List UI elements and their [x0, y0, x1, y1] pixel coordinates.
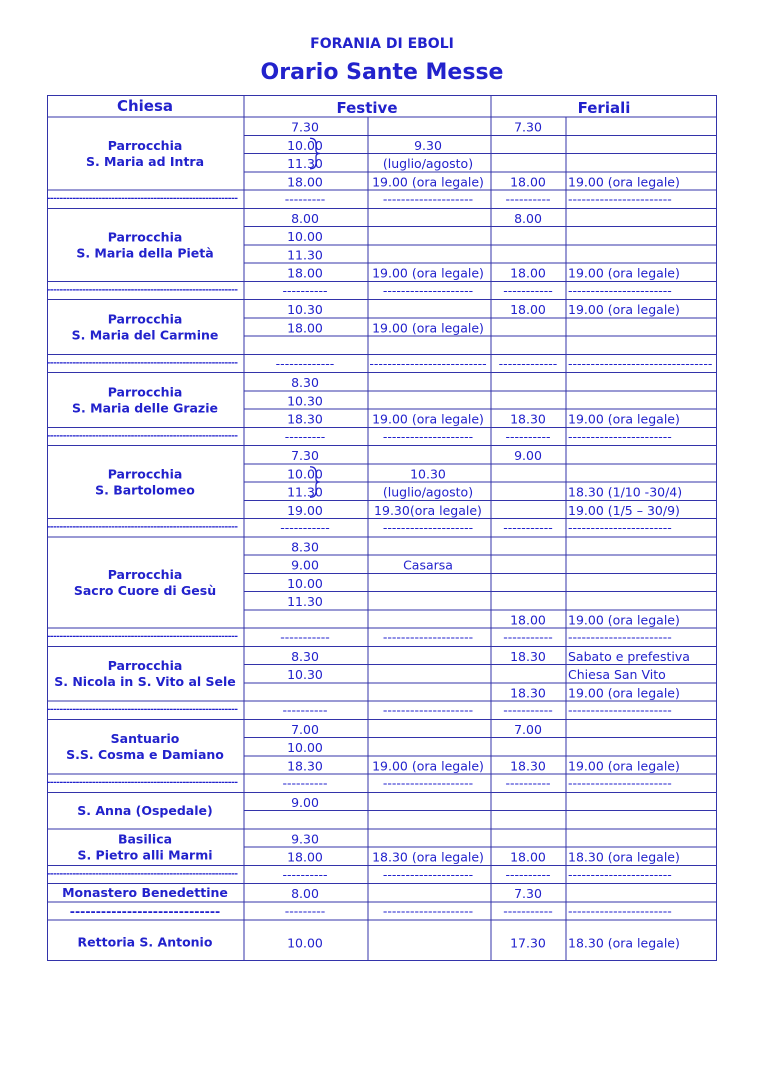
header-chiesa: Chiesa [116, 97, 174, 115]
mass-time: 18.00 [287, 265, 323, 281]
separator-dashes: ----------------------- [568, 282, 672, 298]
header-festive: Festive [336, 99, 398, 117]
separator-dashes: ----------- [503, 702, 553, 718]
mass-time: 18.00 [510, 849, 546, 865]
separator-dashes: ----------------------------------------------------------- [47, 358, 238, 369]
separator-dashes: -------------------- [382, 629, 474, 645]
separator-dashes: ----------- [503, 520, 553, 536]
separator-dashes: --------- [284, 428, 326, 444]
mass-schedule-table [47, 95, 717, 961]
mass-time: 10.00 [287, 740, 323, 756]
mass-time: 19.00 (ora legale) [568, 265, 680, 281]
separator-dashes: ----------------------- [568, 428, 672, 444]
separator-dashes: -------------------- [382, 428, 474, 444]
church-name: Rettoria S. Antonio [77, 934, 213, 950]
mass-time: 18.00 [510, 302, 546, 318]
church-name: S. Maria del Carmine [71, 327, 219, 343]
mass-time: 19.30(ora legale) [374, 502, 482, 518]
church-name: Monastero Benedettine [62, 885, 228, 901]
mass-time: 18.30 (ora legale) [568, 849, 680, 865]
separator-dashes: ------------- [275, 355, 335, 371]
mass-time: 17.30 [510, 935, 546, 951]
mass-time: 7.00 [514, 721, 542, 737]
mass-time: 18.30 [510, 685, 546, 701]
mass-time: 19.00 (ora legale) [568, 758, 680, 774]
mass-time: 8.30 [291, 648, 319, 664]
separator-dashes: -------------------- [382, 520, 474, 536]
mass-time: 8.30 [291, 539, 319, 555]
document-subtitle: Orario Sante Messe [260, 60, 504, 85]
church-name: Parrocchia [107, 658, 183, 674]
mass-time: 18.30 (1/10 -30/4) [568, 484, 683, 500]
mass-time: 8.00 [291, 886, 319, 902]
mass-time: 7.30 [291, 448, 319, 464]
separator-dashes: ----------------------- [568, 866, 672, 882]
church-name: S. Anna (Ospedale) [77, 803, 213, 818]
separator-dashes: ---------- [505, 191, 551, 207]
mass-time: 19.00 (ora legale) [372, 411, 484, 427]
mass-time: 11.30 [287, 484, 323, 500]
separator-dashes: -------------------- [382, 282, 474, 298]
mass-time: 9.00 [291, 794, 319, 810]
separator-dashes: ----------------------- [568, 702, 672, 718]
church-name: Santuario [110, 731, 180, 747]
mass-time: 19.00 (ora legale) [568, 411, 680, 427]
mass-time: 18.00 [510, 265, 546, 281]
mass-time: 19.00 (ora legale) [568, 302, 680, 318]
separator-dashes: -------------------- [382, 903, 474, 919]
separator-dashes: -------------------- [382, 866, 474, 882]
church-name: Sacro Cuore di Gesù [73, 582, 217, 598]
mass-time: 19.00 (ora legale) [568, 685, 680, 701]
mass-time: 19.00 (ora legale) [568, 612, 680, 628]
separator-dashes: ----------------------------------------------------------- [47, 194, 238, 205]
mass-time: 10.30 [287, 393, 323, 409]
separator-dashes: ----------------------------------------------------------- [47, 705, 238, 716]
church-name: Parrocchia [107, 138, 183, 153]
mass-time: 11.30 [287, 594, 323, 610]
mass-time: 7.00 [291, 721, 319, 737]
church-name: S. Pietro alli Marmi [77, 847, 213, 863]
separator-dashes: ---------- [505, 428, 551, 444]
church-name: S. Nicola in S. Vito al Sele [54, 674, 236, 690]
separator-dashes: -------------------------- [369, 355, 487, 371]
mass-time: 11.30 [287, 247, 323, 263]
mass-time: 10.30 [287, 667, 323, 683]
mass-time: Sabato e prefestiva [568, 648, 690, 664]
seasonal-note: (luglio/agosto) [382, 484, 474, 500]
church-name: Basilica [117, 831, 173, 847]
church-name: Parrocchia [107, 229, 183, 245]
mass-time: 18.00 [287, 174, 323, 190]
church-name: S. Maria della Pietà [76, 245, 214, 261]
mass-time: 9.00 [291, 557, 319, 573]
mass-time: 19.00 (ora legale) [372, 758, 484, 774]
mass-time: 8.00 [291, 210, 319, 226]
separator-dashes: ----------------------------------------------------------- [47, 869, 238, 880]
mass-time: 18.30 (ora legale) [372, 849, 484, 865]
seasonal-note: (luglio/agosto) [382, 156, 474, 172]
separator-dashes: -------------------- [382, 775, 474, 791]
mass-time: 10.00 [287, 137, 323, 153]
separator-dashes: ----------- [503, 903, 553, 919]
church-name: S. Bartolomeo [95, 482, 195, 498]
mass-time: 8.30 [291, 375, 319, 391]
church-name: S.S. Cosma e Damiano [66, 747, 224, 763]
mass-time: 19.00 (ora legale) [372, 320, 484, 336]
mass-time: 11.30 [287, 156, 323, 172]
mass-time: 10.00 [287, 466, 323, 482]
mass-time: 10.00 [287, 229, 323, 245]
separator-dashes: ---------- [282, 866, 328, 882]
mass-time: 18.30 [510, 411, 546, 427]
separator-dashes: ----------------------------------------------------------- [47, 632, 238, 643]
separator-dashes: ----------------------------------------------------------- [47, 778, 238, 789]
separator-dashes: ----------------------- [568, 629, 672, 645]
mass-time: Casarsa [403, 557, 453, 573]
document-title: FORANIA DI EBOLI [310, 36, 454, 52]
mass-time: 19.00 (ora legale) [372, 174, 484, 190]
separator-dashes: --------- [284, 191, 326, 207]
mass-time: 8.00 [514, 210, 542, 226]
mass-time: 19.00 (1/5 – 30/9) [568, 502, 680, 518]
separator-dashes: ----------- [280, 629, 330, 645]
mass-time: 18.30 (ora legale) [568, 935, 680, 951]
church-name: Parrocchia [107, 466, 183, 482]
mass-time: 7.30 [514, 886, 542, 902]
church-name: Parrocchia [107, 566, 183, 582]
separator-dashes: ---------- [282, 702, 328, 718]
separator-dashes: ------------- [498, 355, 558, 371]
church-name: Parrocchia [107, 311, 183, 327]
mass-time: 18.00 [287, 320, 323, 336]
separator-dashes: ---------- [282, 282, 328, 298]
separator-dashes: -------------------- [382, 191, 474, 207]
header-feriali: Feriali [577, 99, 631, 117]
mass-time: 18.00 [287, 849, 323, 865]
separator-dashes: ----------- [503, 282, 553, 298]
church-name: Parrocchia [107, 384, 183, 400]
mass-time: 10.00 [287, 935, 323, 951]
mass-time: Chiesa San Vito [568, 667, 666, 683]
separator-dashes: ----------------------------------------------------------- [47, 285, 238, 296]
separator-dashes: ----------- [280, 520, 330, 536]
separator-dashes: ----------------------------------------------------------- [47, 431, 238, 442]
mass-time: 7.30 [514, 119, 542, 135]
separator-dashes: ----------------------- [568, 903, 672, 919]
mass-time: 9.00 [514, 448, 542, 464]
mass-time: 10.00 [287, 575, 323, 591]
mass-time: 18.00 [510, 174, 546, 190]
mass-time: 18.30 [510, 648, 546, 664]
mass-time: 9.30 [291, 831, 319, 847]
seasonal-note: 9.30 [414, 137, 442, 153]
mass-time: 10.30 [287, 302, 323, 318]
separator-dashes: -------------------- [382, 702, 474, 718]
mass-time: 19.00 [287, 502, 323, 518]
separator-dashes: ----------------------- [568, 775, 672, 791]
separator-dashes: ---------- [505, 866, 551, 882]
church-name: S. Maria ad Intra [85, 154, 205, 169]
seasonal-note: 10.30 [410, 466, 446, 482]
mass-time: 19.00 (ora legale) [372, 265, 484, 281]
separator-dashes: -------------------------------- [568, 355, 713, 371]
mass-time: 19.00 (ora legale) [568, 174, 680, 190]
separator-dashes: ----------------------------------------------------------- [47, 522, 238, 533]
mass-time: 18.30 [287, 758, 323, 774]
mass-time: 18.30 [287, 411, 323, 427]
separator-dashes: ----------------------- [568, 191, 672, 207]
separator-dashes: ---------- [282, 775, 328, 791]
mass-time: 7.30 [291, 119, 319, 135]
separator-dashes: ---------- [505, 775, 551, 791]
mass-time: 18.30 [510, 758, 546, 774]
separator-dashes: --------- [284, 903, 326, 919]
mass-time: 18.00 [510, 612, 546, 628]
separator-dashes: ----------- [503, 629, 553, 645]
church-name: S. Maria delle Grazie [72, 400, 218, 416]
separator-dashes: ----------------------- [568, 520, 672, 536]
separator-dashes: ----------------------------- [69, 903, 221, 919]
